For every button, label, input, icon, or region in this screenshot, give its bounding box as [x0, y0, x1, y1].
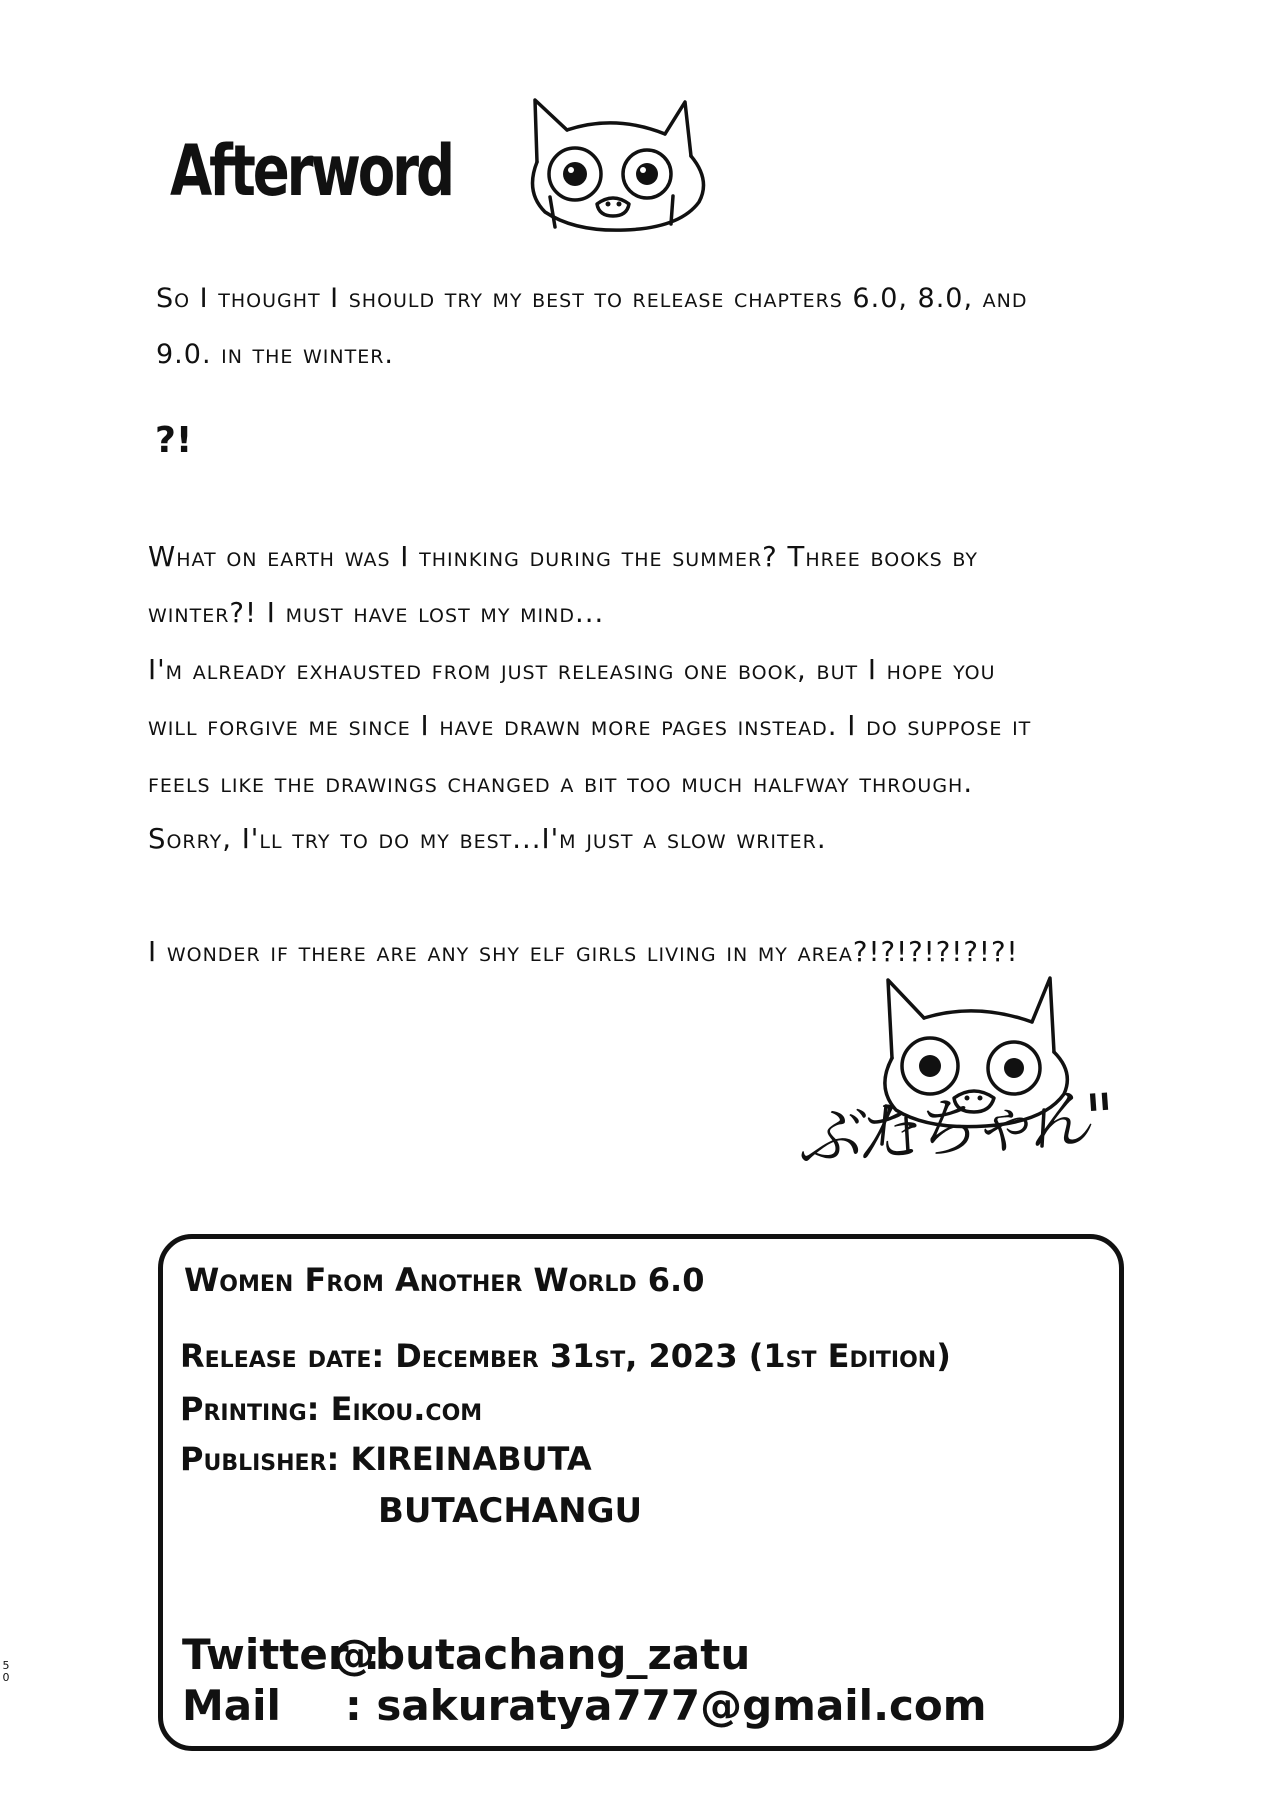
- page-number: [1, 1660, 11, 1684]
- body-line: Sorry, I'll try to do my best...I'm just a slow writer.: [148, 823, 827, 855]
- mail-address: : sakuratya777@gmail.com: [345, 1681, 987, 1730]
- body-line: I'm already exhausted from just releasing one book, but I hope you: [148, 654, 996, 686]
- body-line: will forgive me since I have drawn more pages instead. I do suppose it: [148, 710, 1032, 742]
- body-line: feels like the drawings changed a bit too much halfway through.: [148, 767, 974, 799]
- body-line: I wonder if there are any shy elf girls living in my area?!?!?!?!?!?!: [148, 936, 1019, 968]
- publisher-info: Publisher: KIREINABUTA: [180, 1440, 592, 1478]
- page-title: Afterword: [170, 130, 452, 212]
- mail-label: Mail: [182, 1681, 281, 1730]
- intro-line-2: 9.0. in the winter.: [156, 339, 394, 370]
- author-signature: ぶたちゃん": [793, 1081, 1112, 1177]
- book-title: Women From Another World 6.0: [184, 1261, 705, 1299]
- body-line: What on earth was I thinking during the summer? Three books by: [148, 541, 979, 573]
- twitter-label: Twitter :: [182, 1630, 381, 1679]
- publisher-info-line-2: BUTACHANGU: [378, 1491, 643, 1531]
- twitter-handle: @butachang_zatu: [333, 1630, 751, 1679]
- page-number-text: 50: [2, 1659, 10, 1684]
- pig-face-icon: [515, 92, 715, 232]
- exclamation: ?!: [155, 420, 193, 461]
- release-date: Release date: December 31st, 2023 (1st Edition): [180, 1337, 951, 1375]
- body-line: winter?! I must have lost my mind...: [148, 597, 605, 629]
- printing-info: Printing: Eikou.com: [180, 1390, 483, 1428]
- intro-line-1: So I thought I should try my best to release chapters 6.0, 8.0, and: [156, 283, 1028, 314]
